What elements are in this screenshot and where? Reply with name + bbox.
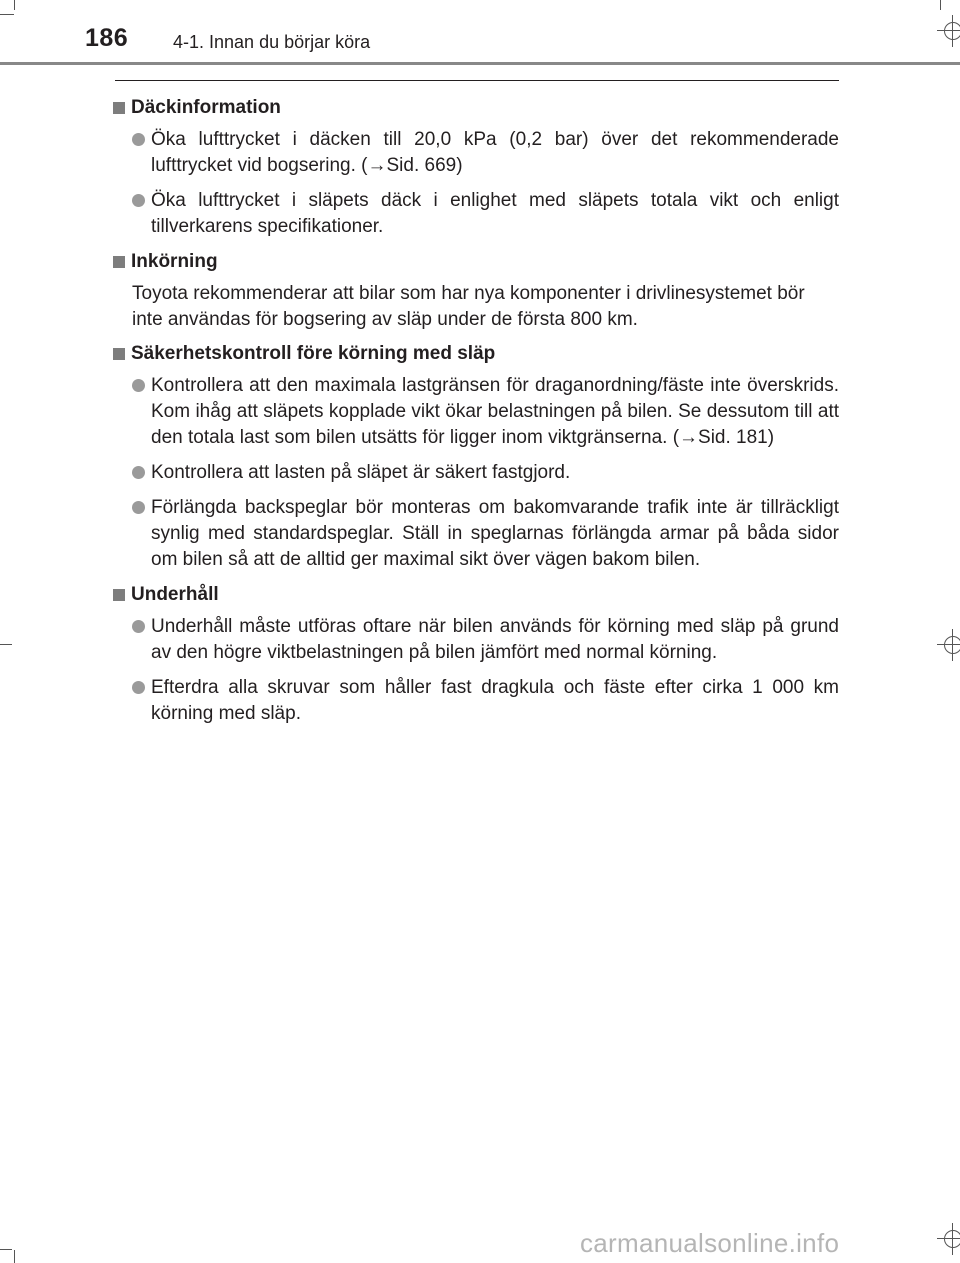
section-safety-check: [113, 341, 839, 573]
square-bullet-icon: [113, 102, 125, 114]
heading-text: Säkerhetskontroll före körning med släp: [131, 343, 496, 364]
page-number: 186: [85, 24, 129, 52]
bullet-dot-icon: [132, 501, 145, 514]
section-break-in: [113, 249, 839, 333]
paragraph: Toyota rekommenderar att bilar som har nya komponenter i drivlinesystemet bör inte användas för bogsering av släp under de första 800 km.: [132, 283, 805, 330]
square-bullet-icon: [113, 589, 125, 601]
bullet-dot-icon: [132, 681, 145, 694]
list-item: [113, 373, 839, 451]
crop-mark: [14, 0, 15, 10]
list-item: [113, 675, 839, 727]
registration-mark-icon: [944, 636, 960, 654]
heading-text: Inkörning: [131, 251, 218, 272]
list-item-text: Öka lufttrycket i däcken till 20,0 kPa (0,2 bar) över det rekommenderade lufttrycket vid bogsering. (→Sid. 669): [151, 129, 839, 176]
crop-mark: [0, 1249, 12, 1250]
square-bullet-icon: [113, 348, 125, 360]
registration-mark-icon: [944, 22, 960, 40]
section-heading: [113, 249, 839, 275]
list-item: [113, 460, 839, 486]
content-rule: [115, 80, 839, 81]
bullet-dot-icon: [132, 194, 145, 207]
crop-mark: [14, 1250, 15, 1263]
section-heading: [113, 582, 839, 608]
bullet-dot-icon: [132, 620, 145, 633]
list-item-text: Kontrollera att lasten på släpet är säkert fastgjord.: [151, 462, 571, 483]
list-item-text: Efterdra alla skruvar som håller fast dragkula och fäste efter cirka 1 000 km körning med släp.: [151, 677, 839, 724]
list-item-text: Underhåll måste utföras oftare när bilen används för körning med släp på grund av den högre viktbelastningen på bilen jämfört med normal körning.: [151, 616, 839, 663]
crop-mark: [0, 14, 14, 15]
section-heading: [113, 95, 839, 121]
list-item: [113, 127, 839, 179]
section-heading: [113, 341, 839, 367]
list-item-text: Öka lufttrycket i släpets däck i enlighet med släpets totala vikt och enligt tillverkarens specifikationer.: [151, 190, 839, 237]
list-item: [113, 614, 839, 666]
watermark: carmanualsonline.info: [580, 1228, 840, 1258]
square-bullet-icon: [113, 256, 125, 268]
bullet-dot-icon: [132, 133, 145, 146]
chapter-title: 4-1. Innan du börjar köra: [173, 32, 371, 52]
list-item-text: Förlängda backspeglar bör monteras om bakomvarande trafik inte är tillräckligt synlig med standardspeglar. Ställ in speglarnas förlängda armar på båda sidor om bilen så att de alltid ger maximal sikt över vägen bakom bilen.: [151, 497, 839, 570]
bullet-dot-icon: [132, 379, 145, 392]
section-maintenance: [113, 582, 839, 727]
header-rule: [0, 62, 960, 65]
heading-text: Underhåll: [131, 584, 219, 605]
crop-mark: [0, 644, 12, 645]
page-body: [113, 95, 839, 736]
section-tire-info: [113, 95, 839, 240]
registration-mark-icon: [944, 1230, 960, 1248]
list-item-text: Kontrollera att den maximala lastgränsen för draganordning/fäste inte överskrids. Kom ihåg att släpets kopplade vikt ökar belastningen på bilen. Se dessutom till att den totala last som bilen utsätts för ligger inom viktgränserna. (→Sid. 181): [151, 375, 839, 448]
bullet-dot-icon: [132, 466, 145, 479]
list-item: [113, 188, 839, 240]
heading-text: Däckinformation: [131, 97, 281, 118]
list-item: [113, 495, 839, 573]
crop-mark: [940, 0, 941, 10]
page-header: [0, 0, 960, 66]
